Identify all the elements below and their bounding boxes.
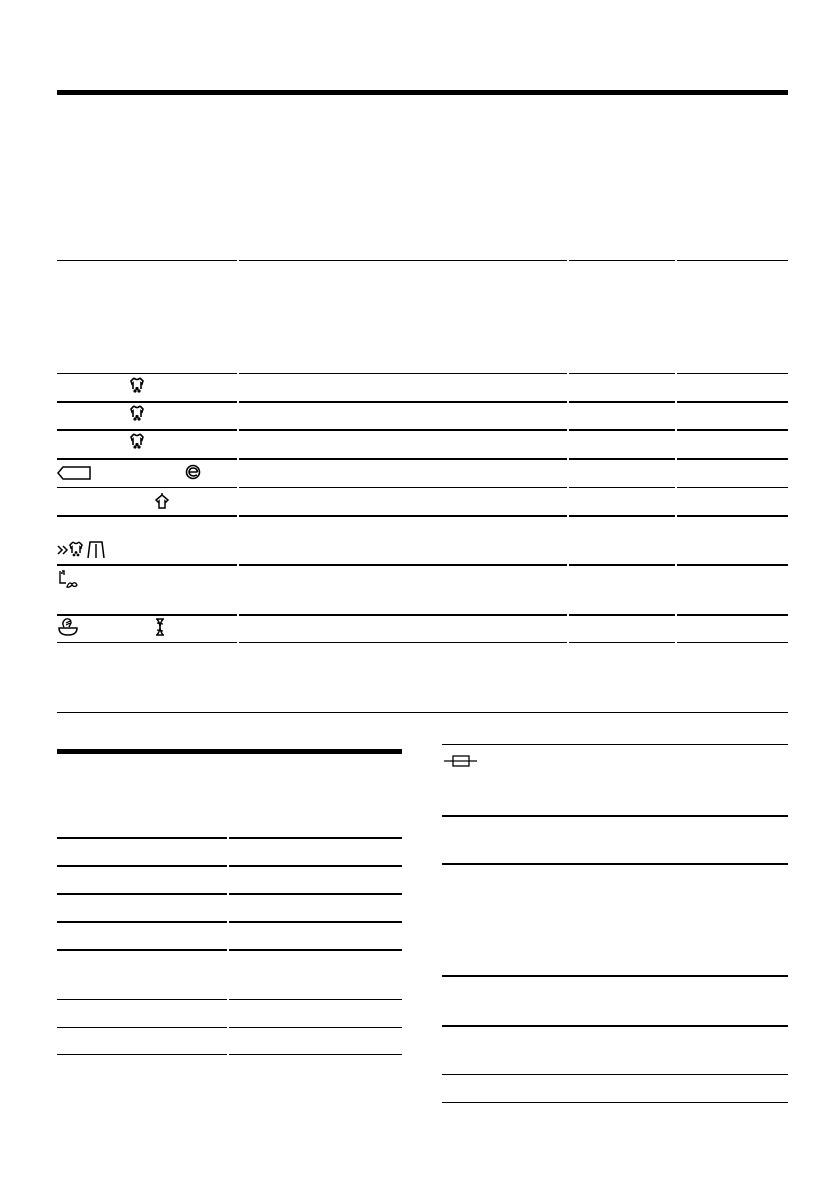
table-row-rule bbox=[57, 642, 788, 643]
column-gap bbox=[567, 260, 569, 643]
programme-table bbox=[57, 260, 788, 715]
table-row-rule bbox=[57, 458, 788, 460]
left-table-row-rule bbox=[57, 893, 402, 895]
right-table-row-rule bbox=[442, 863, 788, 865]
quick-mix-icon bbox=[57, 540, 105, 560]
table-row-rule bbox=[57, 614, 788, 616]
wool-skein-icon bbox=[153, 617, 167, 637]
right-table-row-rule bbox=[442, 1025, 788, 1027]
column-gap bbox=[675, 260, 677, 643]
right-table-row-rule bbox=[442, 815, 788, 817]
right-table-row-rule bbox=[442, 1074, 788, 1075]
table-bottom-rule bbox=[57, 712, 788, 713]
table-row-rule bbox=[57, 429, 788, 431]
garment-cotton-icon bbox=[129, 433, 145, 451]
fuse-icon bbox=[444, 754, 478, 768]
eco-e-icon bbox=[185, 463, 201, 481]
table-row-rule bbox=[57, 373, 788, 374]
left-table bbox=[57, 749, 402, 1059]
table-row-rule bbox=[57, 564, 788, 566]
left-table-bottom-rule bbox=[57, 1054, 402, 1055]
right-table bbox=[442, 744, 788, 1104]
right-table-row-rule bbox=[442, 744, 788, 745]
left-table-row-rule bbox=[57, 837, 402, 839]
shirt-hanger-icon bbox=[153, 492, 171, 510]
garment-cotton-icon bbox=[129, 377, 145, 395]
table-row-rule bbox=[57, 515, 788, 517]
left-table-row-rule bbox=[57, 949, 402, 951]
left-table-row-rule bbox=[57, 921, 402, 923]
hand-wash-wool-icon bbox=[57, 617, 79, 637]
left-table-row-rule bbox=[57, 1027, 402, 1028]
table-row-rule bbox=[57, 401, 788, 403]
left-table-heading-rule bbox=[57, 749, 402, 754]
column-gap bbox=[227, 829, 229, 1059]
table-row-rule bbox=[57, 487, 788, 488]
left-table-row-rule bbox=[57, 865, 402, 867]
table-header-rule bbox=[57, 260, 788, 261]
right-table-row-rule bbox=[442, 975, 788, 977]
label-tag-icon bbox=[57, 466, 91, 480]
delicate-silk-icon bbox=[57, 569, 79, 589]
section-top-rule bbox=[57, 90, 788, 95]
right-table-bottom-rule bbox=[442, 1102, 788, 1103]
left-table-row-rule bbox=[57, 999, 402, 1000]
garment-cotton-icon bbox=[129, 405, 145, 423]
column-gap bbox=[237, 260, 239, 643]
